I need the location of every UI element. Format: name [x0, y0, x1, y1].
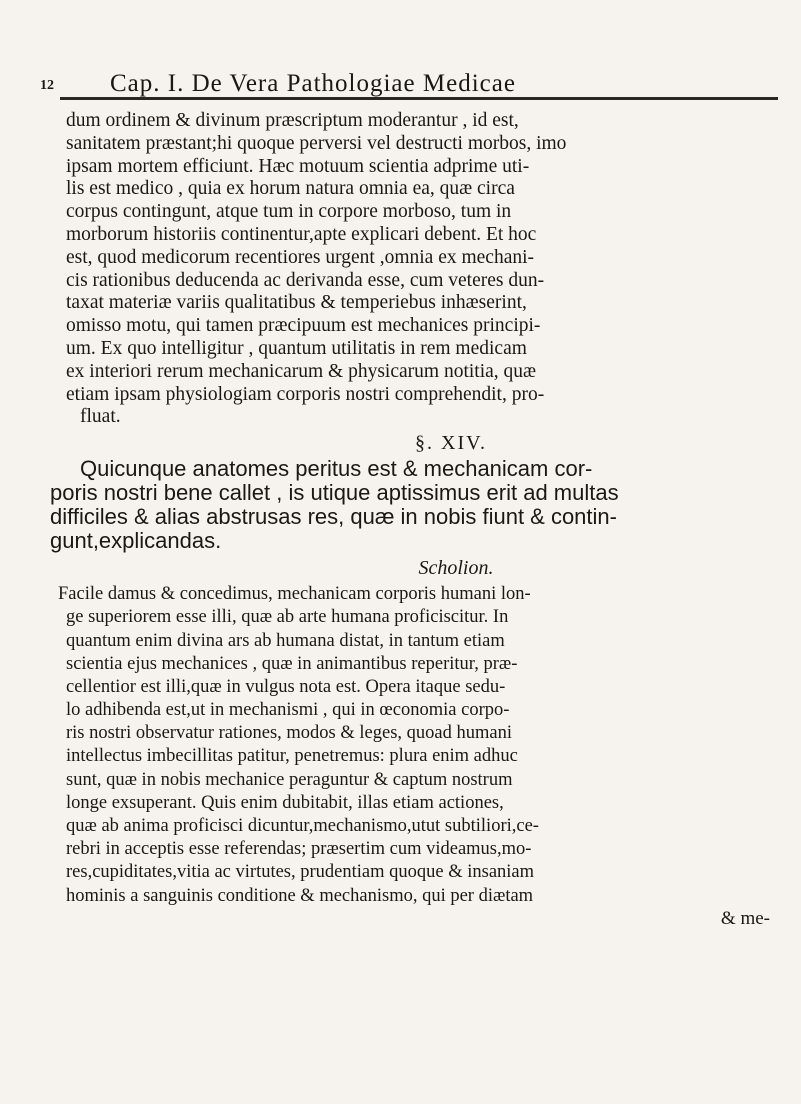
- scholion-line: Facile damus & concedimus, mechanicam corporis humani lon-: [58, 584, 531, 605]
- scholion-line: hominis a sanguinis conditione & mechanismo, qui per diætam: [66, 885, 534, 906]
- body-paragraph: [66, 110, 776, 429]
- scholion-line: ris nostri observatur rationes, modos & leges, quoad humani: [66, 723, 512, 744]
- body-line: corpus contingunt, atque tum in corpore morboso, tum in: [66, 201, 512, 223]
- thesis-line: Quicunque anatomes peritus est & mechanicam cor-: [80, 457, 593, 482]
- scholion-line: lo adhibenda est,ut in mechanismi , qui in œconomia corpo-: [66, 700, 510, 721]
- body-line: omisso motu, qui tamen præcipuum est mechanices principi-: [66, 315, 541, 337]
- scholion-line: rebri in acceptis esse referendas; præsertim cum videamus,mo-: [66, 839, 532, 860]
- scholion-line: intellectus imbecillitas patitur, penetremus: plura enim adhuc: [66, 746, 518, 767]
- text-block: [50, 110, 776, 930]
- catchword: & me-: [720, 907, 770, 929]
- body-line: taxat materiæ variis qualitatibus & temperiebus inhæserint,: [66, 292, 527, 314]
- page-header: [40, 72, 770, 100]
- thesis-line: difficiles & alias abstrusas res, quæ in nobis fiunt & contin-: [50, 505, 617, 530]
- scholion-line: scientia ejus mechanices , quæ in animantibus reperitur, præ-: [66, 653, 518, 674]
- scholion-line: sunt, quæ in nobis mechanice peraguntur & captum nostrum: [66, 769, 513, 790]
- header-rule: [60, 97, 778, 100]
- scholion-line: quantum enim divina ars ab humana distat, in tantum etiam: [66, 630, 505, 651]
- body-line: est, quod medicorum recentiores urgent ,omnia ex mechani-: [66, 246, 535, 268]
- scholion-line: quæ ab anima proficisci dicuntur,mechanismo,utut subtiliori,ce-: [66, 816, 539, 837]
- body-line: dum ordinem & divinum præscriptum moderantur , id est,: [66, 110, 519, 131]
- body-line: ipsam mortem efficiunt. Hæc motuum scientia adprime uti-: [66, 155, 530, 177]
- thesis-line: poris nostri bene callet , is utique aptissimus erit ad multas: [50, 481, 619, 506]
- section-heading: §. XIV.: [415, 432, 487, 455]
- body-line: etiam ipsam physiologiam corporis nostri comprehendit, pro-: [66, 383, 545, 405]
- scholion-heading: Scholion.: [418, 557, 494, 580]
- scholion-line: ge superiorem esse illi, quæ ab arte humana proficiscitur. In: [66, 607, 509, 628]
- thesis-line: gunt,explicandas.: [50, 529, 222, 554]
- scholion-line: cellentior est illi,quæ in vulgus nota est. Opera itaque sedu-: [66, 676, 506, 697]
- scholion-paragraph: [58, 583, 776, 908]
- body-line: lis est medico , quia ex horum natura omnia ea, quæ circa: [66, 178, 515, 200]
- page-number: 12: [40, 78, 54, 93]
- body-line: ex interiori rerum mechanicarum & physicarum notitia, quæ: [66, 360, 537, 382]
- thesis-paragraph: [50, 457, 776, 554]
- running-head: Cap. I. De Vera Pathologiae Medicae: [110, 70, 516, 97]
- body-line: morborum historiis continentur,apte explicari debent. Et hoc: [66, 223, 537, 245]
- body-line: fluat.: [80, 406, 121, 428]
- body-line: um. Ex quo intelligitur , quantum utilitatis in rem medicam: [66, 337, 527, 359]
- body-line: sanitatem præstant;hi quoque perversi vel destructi morbos, imo: [66, 132, 567, 154]
- body-line: cis rationibus deducenda ac derivanda esse, cum veteres dun-: [66, 269, 545, 291]
- scholion-line: res,cupiditates,vitia ac virtutes, prudentiam quoque & insaniam: [66, 862, 535, 883]
- scholion-line: longe exsuperant. Quis enim dubitabit, illas etiam actiones,: [66, 792, 504, 813]
